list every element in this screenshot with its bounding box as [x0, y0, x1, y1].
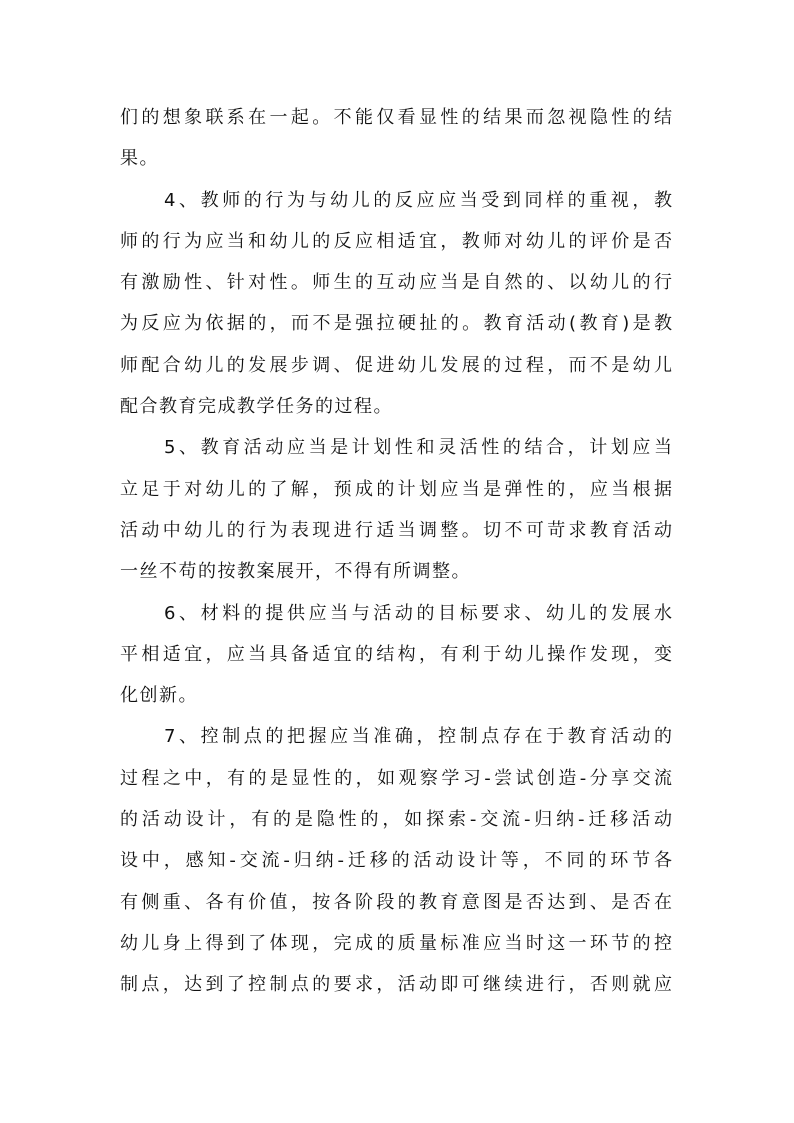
- text-line: 的活动设计，有的是隐性的，如探索-交流-归纳-迁移活动: [120, 809, 672, 831]
- text-line: 制点，达到了控制点的要求，活动即可继续进行，否则就应: [120, 974, 672, 996]
- text-line: 立足于对幼儿的了解，预成的计划应当是弹性的，应当根据: [120, 478, 672, 500]
- text-line: 化创新。: [120, 685, 198, 707]
- text-line: 果。: [120, 148, 159, 170]
- text-line: 6、材料的提供应当与活动的目标要求、幼儿的发展水: [164, 602, 672, 624]
- text-line: 幼儿身上得到了体现，完成的质量标准应当时这一环节的控: [120, 932, 672, 954]
- text-line: 5、教育活动应当是计划性和灵活性的结合，计划应当: [164, 437, 672, 459]
- text-line: 有激励性、针对性。师生的互动应当是自然的、以幼儿的行: [120, 272, 672, 294]
- text-line: 师的行为应当和幼儿的反应相适宜，教师对幼儿的评价是否: [120, 230, 672, 252]
- text-line: 一丝不苟的按教案展开，不得有所调整。: [120, 561, 471, 583]
- document-body: [120, 97, 672, 1006]
- text-line: 们的想象联系在一起。不能仅看显性的结果而忽视隐性的结: [120, 107, 672, 128]
- text-line: 平相适宜，应当具备适宜的结构，有利于幼儿操作发现，变: [120, 643, 672, 665]
- text-line: 有侧重、各有价值，按各阶段的教育意图是否达到、是否在: [120, 891, 672, 913]
- text-line: 过程之中，有的是显性的，如观察学习-尝试创造-分享交流: [120, 767, 672, 789]
- text-line: 设中，感知-交流-归纳-迁移的活动设计等，不同的环节各: [120, 850, 672, 872]
- text-line: 4、教师的行为与幼儿的反应应当受到同样的重视，教: [164, 189, 672, 211]
- text-line: 为反应为依据的，而不是强拉硬扯的。教育活动(教育)是教: [120, 313, 672, 335]
- text-line: 7、控制点的把握应当准确，控制点存在于教育活动的: [164, 726, 672, 748]
- text-line: 活动中幼儿的行为表现进行适当调整。切不可苛求教育活动: [120, 519, 672, 541]
- text-line: 配合教育完成教学任务的过程。: [120, 396, 393, 418]
- text-line: 师配合幼儿的发展步调、促进幼儿发展的过程，而不是幼儿: [120, 354, 672, 376]
